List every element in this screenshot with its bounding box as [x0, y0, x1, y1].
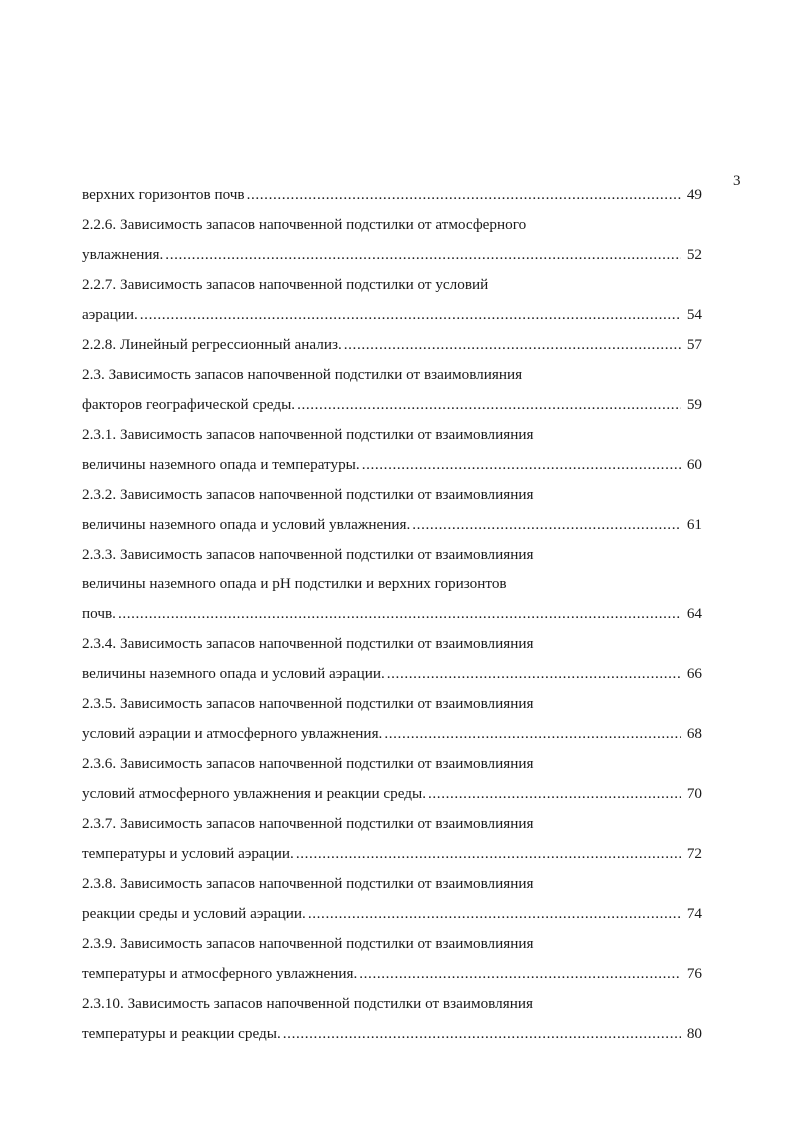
toc-entry-text: величины наземного опада и условий увлажнения. [82, 516, 411, 533]
toc-entry-text: температуры и реакции среды. [82, 1025, 281, 1042]
toc-leader-dots [118, 603, 681, 625]
toc-line [82, 454, 702, 476]
toc-line [82, 873, 702, 895]
toc-line [82, 933, 702, 955]
toc-line [82, 1023, 702, 1045]
toc-entry-text: реакции среды и условий аэрации. [82, 905, 306, 922]
toc-leader-dots [283, 1023, 681, 1045]
toc-line [82, 394, 702, 416]
toc-page-number: 70 [686, 785, 702, 802]
toc-line [82, 334, 702, 356]
toc-page-number: 60 [686, 456, 702, 473]
toc-line [82, 753, 702, 775]
toc-page-number: 76 [686, 965, 702, 982]
toc-entry-text: температуры и атмосферного увлажнения. [82, 965, 358, 982]
toc-line [82, 903, 702, 925]
toc-entry-text: условий аэрации и атмосферного увлажнения. [82, 725, 383, 742]
toc-entry-text: 2.3.10. Зависимость запасов напочвенной подстилки от взаимовляния [82, 995, 533, 1012]
toc-entry-text: условий атмосферного увлажнения и реакции среды. [82, 785, 426, 802]
toc-line [82, 364, 702, 386]
toc-entry-text: температуры и условий аэрации. [82, 845, 294, 862]
toc-leader-dots [297, 394, 681, 416]
toc-line [82, 813, 702, 835]
toc-page-number: 52 [686, 246, 702, 263]
toc-line [82, 424, 702, 446]
toc-line [82, 843, 702, 865]
toc-line [82, 993, 702, 1015]
toc-page-number: 66 [686, 665, 702, 682]
toc-entry-text: 2.2.8. Линейный регрессионный анализ. [82, 336, 342, 353]
toc-entry-text: 2.3.6. Зависимость запасов напочвенной подстилки от взаимовлияния [82, 755, 534, 772]
toc-entry-text: 2.3.5. Зависимость запасов напочвенной подстилки от взаимовлияния [82, 695, 534, 712]
toc-leader-dots [387, 663, 681, 685]
toc-entry-text: величины наземного опада и pH подстилки и верхних горизонтов [82, 575, 507, 592]
toc-line [82, 723, 702, 745]
toc-page-number: 72 [686, 845, 702, 862]
toc-line [82, 693, 702, 715]
toc-entry-text: факторов географической среды. [82, 396, 296, 413]
toc-line [82, 214, 702, 236]
toc-page-number: 49 [686, 186, 702, 203]
toc-entry-text: верхних горизонтов почв [82, 186, 245, 203]
toc-leader-dots [308, 903, 681, 925]
toc-entry-text: 2.3.8. Зависимость запасов напочвенной подстилки от взаимовлияния [82, 875, 534, 892]
toc-line [82, 633, 702, 655]
toc-entry-text: 2.3.2. Зависимость запасов напочвенной подстилки от взаимовлияния [82, 486, 534, 503]
toc-leader-dots [362, 454, 681, 476]
toc-line [82, 573, 702, 595]
toc-entry-text: величины наземного опада и условий аэрации. [82, 665, 385, 682]
toc-page-number: 59 [686, 396, 702, 413]
toc-entry-text: 2.2.7. Зависимость запасов напочвенной подстилки от условий [82, 276, 489, 293]
toc-page-number: 61 [686, 516, 702, 533]
toc-leader-dots [165, 244, 681, 266]
toc-line [82, 274, 702, 296]
toc-page-number: 57 [686, 336, 702, 353]
toc-entry-text: 2.2.6. Зависимость запасов напочвенной подстилки от атмосферного [82, 216, 527, 233]
toc-leader-dots [140, 304, 681, 326]
toc-leader-dots [428, 783, 681, 805]
toc-leader-dots [359, 963, 681, 985]
toc-entry-text: 2.3.1. Зависимость запасов напочвенной подстилки от взаимовлияния [82, 426, 534, 443]
toc-entry-text: 2.3.7. Зависимость запасов напочвенной подстилки от взаимовлияния [82, 815, 534, 832]
toc-line [82, 603, 702, 625]
toc-line [82, 963, 702, 985]
toc-line [82, 514, 702, 536]
toc-leader-dots [247, 184, 681, 206]
toc-leader-dots [384, 723, 681, 745]
toc-entry-text: 2.3.4. Зависимость запасов напочвенной подстилки от взаимовлияния [82, 635, 534, 652]
toc-line [82, 304, 702, 326]
toc-page-number: 80 [686, 1025, 702, 1042]
toc-line [82, 484, 702, 506]
toc-line [82, 544, 702, 566]
toc-line [82, 244, 702, 266]
page-number: 3 [733, 173, 741, 189]
toc-page-number: 68 [686, 725, 702, 742]
toc-page-number: 64 [686, 605, 702, 622]
toc-entry-text: величины наземного опада и температуры. [82, 456, 360, 473]
toc-entry-text: аэрации. [82, 306, 138, 323]
toc-entry-text: увлажнения. [82, 246, 164, 263]
toc-entry-text: 2.3.9. Зависимость запасов напочвенной подстилки от взаимовлияния [82, 935, 534, 952]
toc-leader-dots [344, 334, 681, 356]
toc-leader-dots [296, 843, 681, 865]
toc-entry-text: почв. [82, 605, 116, 622]
toc-line [82, 184, 702, 206]
toc-page-number: 74 [686, 905, 702, 922]
toc-leader-dots [412, 514, 681, 536]
toc-entry-text: 2.3. Зависимость запасов напочвенной подстилки от взаимовлияния [82, 366, 523, 383]
toc-entry-text: 2.3.3. Зависимость запасов напочвенной подстилки от взаимовлияния [82, 546, 534, 563]
toc-line [82, 783, 702, 805]
toc-page-number: 54 [686, 306, 702, 323]
toc-line [82, 663, 702, 685]
